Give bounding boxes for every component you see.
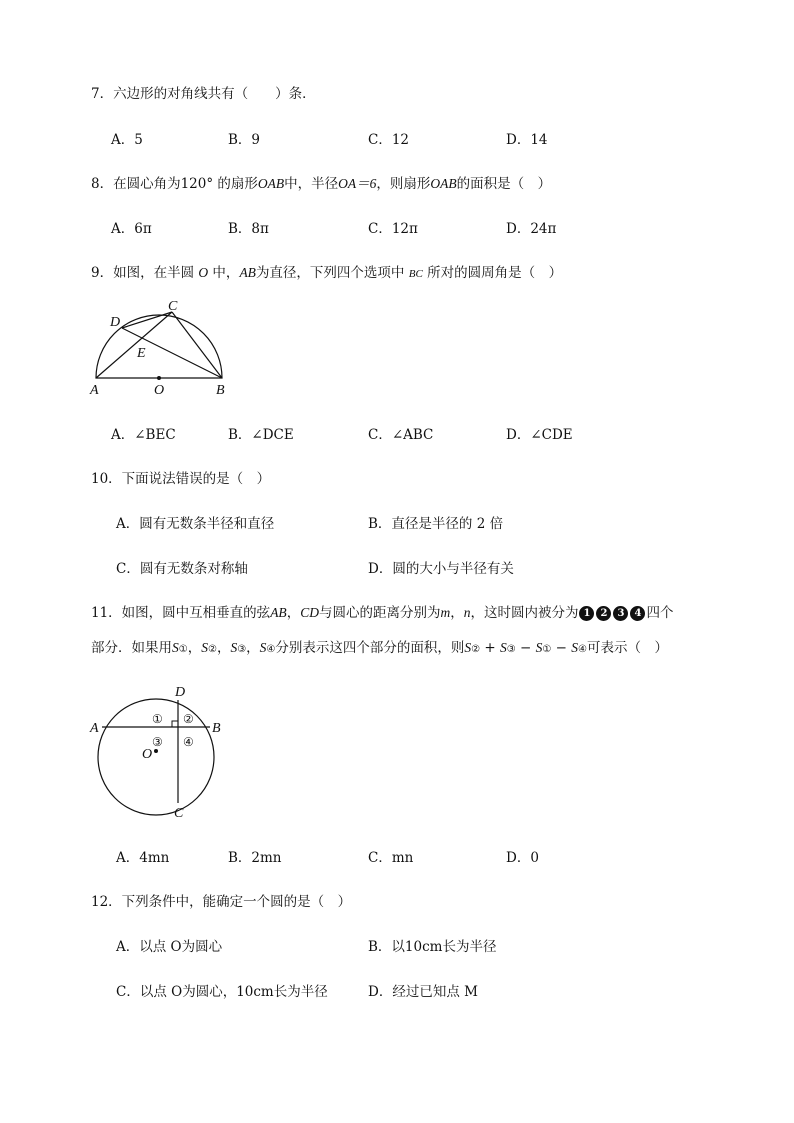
q9-option-a: A．∠BEC bbox=[111, 427, 176, 443]
question-10: 10．下面说法错误的是（ ） bbox=[91, 471, 271, 487]
question-11-line-2: 部分．如果用S①，S②，S③，S④分别表示这四个部分的面积，则S② + S③ − S① − S④可表示（ ） bbox=[91, 640, 668, 656]
q8-option-d: D．24π bbox=[506, 221, 557, 237]
q11-circle-figure bbox=[86, 682, 236, 822]
q10-option-a: A．圆有无数条半径和直径 bbox=[116, 516, 275, 532]
q9-option-b: B．∠DCE bbox=[228, 427, 294, 443]
region-1: ① bbox=[152, 712, 163, 726]
q8-option-a: A．6π bbox=[111, 221, 152, 237]
q7-option-b: B．9 bbox=[228, 132, 261, 148]
q12-option-b: B．以10cm长为半径 bbox=[368, 939, 497, 955]
q8-option-b: B．8π bbox=[228, 221, 269, 237]
q9-option-c: C．∠ABC bbox=[368, 427, 434, 443]
question-12: 12．下列条件中，能确定一个圆的是（ ） bbox=[91, 894, 352, 910]
question-9: 9．如图，在半圆 O 中，AB为直径，下列四个选项中 BC 所对的圆周角是（ ） bbox=[91, 265, 563, 281]
q8-option-c: C．12π bbox=[368, 221, 418, 237]
label-a: A bbox=[90, 383, 99, 398]
question-8: 8．在圆心角为120° 的扇形OAB中，半径OA＝6，则扇形OAB的面积是（ ） bbox=[91, 176, 552, 192]
q10-option-d: D．圆的大小与半径有关 bbox=[368, 561, 514, 577]
q9-semicircle-figure bbox=[86, 298, 236, 402]
label-e: E bbox=[137, 346, 146, 361]
label-o: O bbox=[142, 747, 153, 762]
question-7: 7．六边形的对角线共有（ ）条． bbox=[91, 86, 316, 102]
label-d: D bbox=[110, 315, 121, 330]
region-4: ④ bbox=[183, 735, 194, 749]
label-b: B bbox=[216, 383, 225, 398]
question-11-line-1: 11．如图，圆中互相垂直的弦AB，CD与圆心的距离分别为m，n，这时圆内被分为 1 2 3 4 四个 bbox=[91, 605, 674, 621]
q12-option-a: A．以点 O为圆心 bbox=[116, 939, 223, 955]
q7-option-a: A．5 bbox=[111, 132, 143, 148]
region-2: ② bbox=[183, 712, 194, 726]
label-c: C bbox=[174, 806, 184, 821]
q11-option-a: A．4mn bbox=[116, 850, 170, 866]
q7-option-c: C．12 bbox=[368, 132, 410, 148]
label-c: C bbox=[168, 299, 178, 314]
q10-option-b: B．直径是半径的 2 倍 bbox=[368, 516, 504, 532]
q12-option-d: D．经过已知点 M bbox=[368, 984, 478, 1000]
q11-option-b: B．2mn bbox=[228, 850, 282, 866]
q12-option-c: C．以点 O为圆心，10cm长为半径 bbox=[116, 984, 328, 1000]
label-b: B bbox=[212, 721, 221, 736]
q11-option-d: D．0 bbox=[506, 850, 539, 866]
q11-option-c: C．mn bbox=[368, 850, 414, 866]
q7-option-d: D．14 bbox=[506, 132, 548, 148]
q9-option-d: D．∠CDE bbox=[506, 427, 573, 443]
region-3: ③ bbox=[152, 735, 163, 749]
label-a: A bbox=[90, 721, 99, 736]
label-d: D bbox=[175, 685, 186, 700]
label-o: O bbox=[154, 383, 165, 398]
q10-option-c: C．圆有无数条对称轴 bbox=[116, 561, 248, 577]
